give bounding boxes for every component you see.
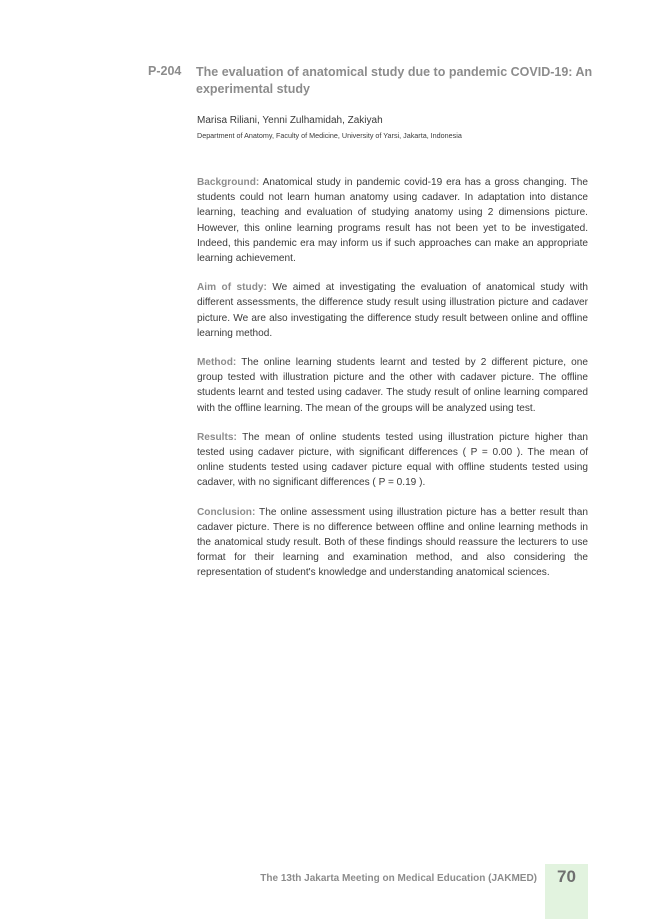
author-list: Marisa Riliani, Yenni Zulhamidah, Zakiyah [197,115,383,126]
conclusion-text: The online assessment using illustration picture has a better result than cadaver picture. There is no difference between offline and online learning methods in the anatomical study result. Both of these findings should reassure the lecturers to use format for their learning and examination method, and also considering the representation of student's knowledge and understanding anatomical sciences. [197,506,588,579]
method-paragraph [197,355,588,416]
abstract-body [197,175,588,595]
page-number: 70 [557,867,576,886]
aim-label: Aim of study: [197,282,267,294]
conclusion-label: Conclusion: [197,506,256,518]
aim-text: We aimed at investigating the evaluation of anatomical study with different assessments, the difference study result using illustration picture and cadaver picture. We are also investigating the difference study result between online and offline learning method. [197,282,588,339]
affiliation: Department of Anatomy, Faculty of Medicine, University of Yarsi, Jakarta, Indonesia [197,131,462,140]
results-paragraph [197,430,588,491]
results-label: Results: [197,431,237,443]
background-text: Anatomical study in pandemic covid-19 era has a gross changing. The students could not learn human anatomy using cadaver. In adaptation into distance learning, teaching and evaluation of studying anatomy using 2 dimensions picture. However, this online learning programs result has not been yet to be investigated. Indeed, this pandemic era may inform us if such approaches can make an appropriate learning achievement. [197,177,588,265]
abstract-code: P-204 [148,64,182,78]
method-label: Method: [197,357,237,369]
abstract-title: The evaluation of anatomical study due to pandemic COVID-19: An experimental study [196,65,593,96]
results-text: The mean of online students tested using illustration picture higher than tested using cadaver picture, with significant differences ( P = 0.00 ). The mean of online students tested using cadaver picture equal with offline students tested using cadaver, with no significant differences ( P = 0.19 ). [197,431,588,489]
background-label: Background: [197,177,260,188]
page-number-box [545,864,588,919]
background-paragraph [197,175,588,266]
conclusion-paragraph [197,505,588,581]
aim-paragraph [197,280,588,341]
footer-conference-name: The 13th Jakarta Meeting on Medical Education (JAKMED) [260,873,537,884]
method-text: The online learning students learnt and tested by 2 different picture, one group tested with illustration picture and the other with cadaver picture. The offline students learnt and tested using cadaver. The study result of online learning compared with the offline learning. The mean of the groups will be analyzed using test. [197,357,588,414]
